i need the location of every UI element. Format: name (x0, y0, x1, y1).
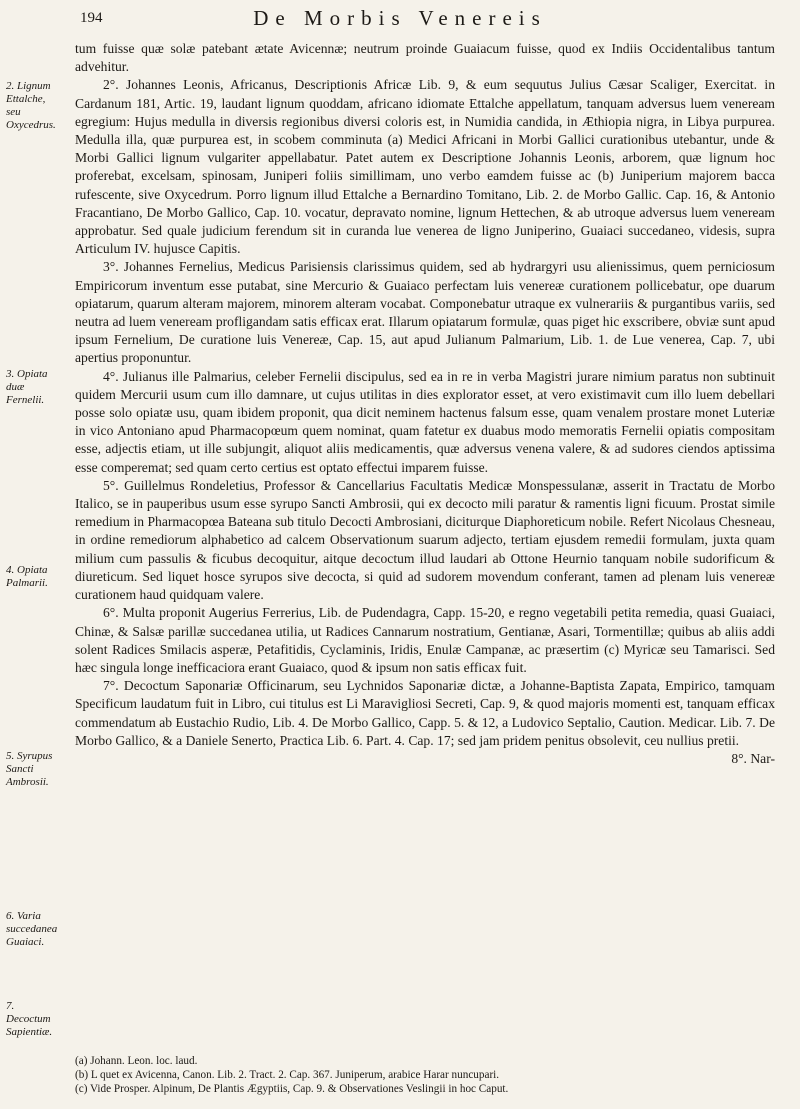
margin-note: 4. Opiata Palmarii. (6, 564, 48, 589)
paragraph: 4°. Julianus ille Palmarius, celeber Fernelii discipulus, sed ea in re in verba Magistri jurare nimium paratus non subtinuit quidem Mercurii usum cum illo damnare, ut cujus utilitas in dies explorator esset, at vero existimavit cum illo luem debellari posse solo opiatæ usu, quam ibidem proponit, qua dicit neminem hactenus falsum esse, quam venalem prostare monet Luteriæ in vico Antoniano apud Pharmacopœum quem nominat, quam fatetur ex duabus modo memoratis Fernelii opiatis compositam esse, adjectis etiam, ut ille subjungit, aliquot aliis medicamentis, quæ adversus venena valere, & ad sudores ciendos aptissima esse comperemat; sed quam certo certius est optato effectui imparem fuisse. (75, 368, 775, 475)
paragraph: 5°. Guillelmus Rondeletius, Professor & Cancellarius Facultatis Medicæ Monspessulanæ, asserit in Tractatu de Morbo Italico, se in pauperibus usum esse syrupo Sancti Ambrosii, qui ex decocto mili paratur & ramentis ligni ficuum. Prostat simile remedium in Pharmacopœa Bateana sub titulo Decocti Ambrosiani, diciturque Diaphoreticum nobile. Refert Nicolaus Chesneau, in ordine remediorum alphabetico ad calcem Observationum suarum adjecto, tertiam ejusdem remedii formulam, juxta quam milium cum passulis & ficubus decoquitur, aitque decoctum illud laudari ab Ottone Heurnio tanquam nobile sudorificum & diureticum. Sed liquet hosce syrupos sive decocta, si quid ad sudorem movendum conferant, tamen ad plenam luis venereæ curationem haud quidquam valere. (75, 477, 775, 603)
margin-note: 6. Varia succedanea Guaiaci. (6, 910, 58, 948)
paragraph: 3°. Johannes Fernelius, Medicus Parisiensis clarissimus quidem, sed ab hydrargyri usu alienissimus, quem perniciosum Empiricorum inventum esse putabat, sine Mercurio & Guaiaco perfectam luis venereæ curationem pollicebatur, ope duarum opiatarum, quarum alteram majorem, minorem alteram vocabat. Componebatur utraque ex vulnerariis & purgantibus variis, sed neutra ad luem veneream profligandam satis efficax erat. Illarum opiatarum formulæ, quas piget hic exscribere, obviæ sunt apud ipsum Fernelium, De curatione luis Venereæ, Cap. 15, aut apud Julianum Palmarium, Lib. 1. de Lue venerea, Cap. 7, ubi apertius proponuntur. (75, 259, 775, 366)
paragraph: 6°. Multa proponit Augerius Ferrerius, Lib. de Pudendagra, Capp. 15-20, e regno vegetabili petita remedia, quasi Guaiaci, Chinæ, & Salsæ parillæ succedanea utilia, ut Radices Cannarum nostratium, Gentianæ, Asari, Tormentillæ; quibus ab aliis addi solent Radices Smilacis asperæ, Petafitidis, Cyclaminis, Iridis, Enulæ Campanæ, ac præsertim (c) Myricæ seu Tamarisci. Sed hæc singula longe inefficaciora erant Guaiaco, quod & ipsum non satis efficax fuit. (75, 605, 775, 675)
margin-note: 3. Opiata duæ Fernelii. (6, 368, 48, 406)
paragraph: 7°. Decoctum Saponariæ Officinarum, seu Lychnidos Saponariæ dictæ, a Johanne-Baptista Zapata, Empirico, tamquam Specificum laudatum fuit in Libro, cui titulus est Li Maravigliosi Secreti, Cap. 9, & quod majoris momenti est, tanquam efficax commendatum ab Eustachio Rudio, Lib. 4. De Morbo Gallico, Capp. 5. & 12, a Ludovico Septalio, Caution. Medicar. Lib. 7. De Morbo Gallico, & a Daniele Senerto, Practica Lib. 6. Part. 4. Cap. 17; sed jam pridem penitus obsolevit, ceu nullius pretii. (75, 678, 775, 748)
margin-note: 5. Syrupus Sancti Ambrosii. (6, 750, 53, 788)
margin-note: 7. Decoctum Sapientiæ. (6, 1000, 53, 1038)
footnotes (75, 1054, 775, 1096)
running-title-text: De Morbis Venereis (253, 6, 547, 30)
page-header (40, 6, 760, 32)
page-number: 194 (80, 10, 103, 26)
footnote: (c) Vide Prosper. Alpinum, De Plantis Ægyptiis, Cap. 9. & Observationes Veslingii in hoc Caput. (75, 1083, 509, 1095)
body-text (75, 40, 775, 768)
running-title (40, 6, 760, 31)
catchword: 8°. Nar- (731, 750, 775, 766)
paragraph: 2°. Johannes Leonis, Africanus, Descriptionis Africæ Lib. 9, & eum sequutus Julius Cæsar Scaliger, Exercitat. in Cardanum 181, Artic. 19, laudant lignum quoddam, africano idiomate Ettalche appellatum, tanquam adversus luem veneream egregium: Hujus medulla in diversis regionibus diversi coloris est, in Numidia candida, in Æthiopia nigra, in Libya purpurea. Medulla illa, quæ purpurea est, in scobem comminuta (a) Medici Africani in Morbi Gallici curationibus utebantur, unde & Morbi Gallici lignum vulgariter appellabatur. Patet autem ex Descriptione Johannis Leonis, arborem, quæ lignum hoc proferebat, excelsam, spinosam, Juniperi foliis simillimam, uno verbo eamdem fuisse ac (b) Juniperium majorem bacca rufescente, sive Oxycedrum. Porro lignum illud Ettalche a Bernardino Tomitano, Lib. 2. de Morbo Gallic. Cap. 16, & Antonio Fracantiano, De Morbo Gallico, Cap. 10. vocatur, depravato nomine, lignum Hettechen, & ab utroque adversus luem veneream approbatur. Sed quale judicium ferendum sit in curanda lue venerea de ligno Juniperino, Guaiaci succedaneo, videsis, supra Articulum IV. hujusce Capitis. (75, 77, 775, 257)
margin-note: 2. Lignum Ettalche, seu Oxycedrus. (6, 80, 56, 131)
footnote: (a) Johann. Leon. loc. laud. (75, 1055, 198, 1067)
paragraph: tum fuisse quæ solæ patebant ætate Avicennæ; neutrum proinde Guaiacum fuisse, quod ex Indiis Occidentalibus tantum advehitur. (75, 41, 775, 75)
footnote: (b) L quet ex Avicenna, Canon. Lib. 2. Tract. 2. Cap. 367. Juniperum, arabice Harar nuncupari. (75, 1069, 500, 1081)
